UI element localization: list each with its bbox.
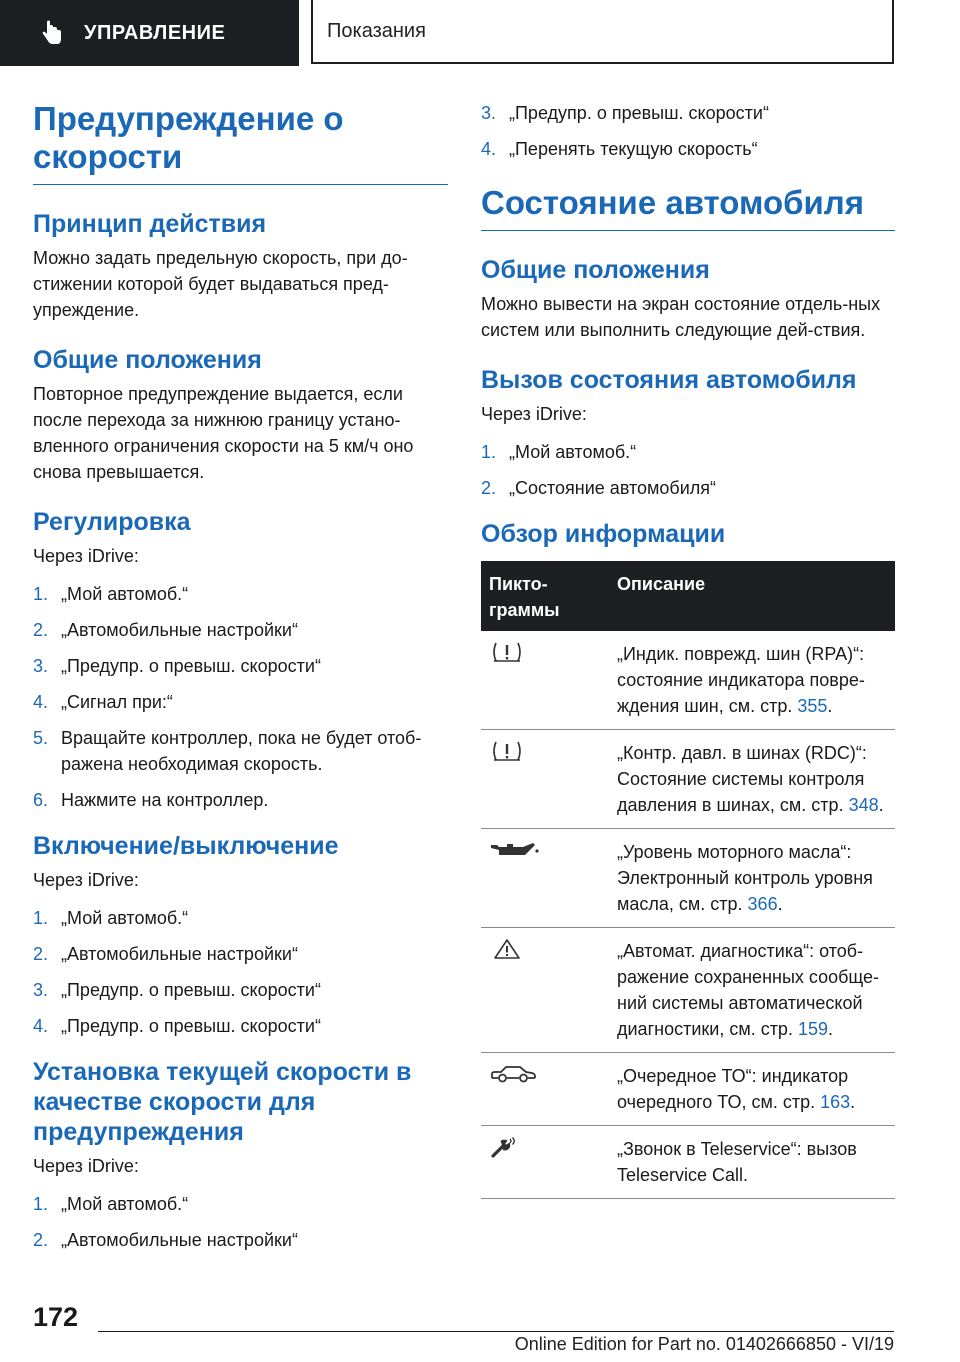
chapter-title: Состояние автомобиля <box>481 184 865 221</box>
steps-list <box>33 905 448 1039</box>
chapter-title: Предупреждение о скорости <box>33 100 344 175</box>
left-column <box>33 100 448 1271</box>
tire-pressure-icon <box>489 740 525 762</box>
section-heading: Общие положения <box>481 256 710 284</box>
paragraph: Через iDrive: <box>33 546 139 566</box>
table-row: „Уровень моторного масла“: Электронный контроль уровня масла, см. стр. 366. <box>481 829 895 928</box>
footer-divider <box>98 1331 894 1332</box>
page-number: 172 <box>33 1302 79 1332</box>
edition-note: Online Edition for Part no. 01402666850 - VI/19 <box>514 1334 894 1354</box>
list-item: 4. „Перенять текущую скорость“ <box>481 139 758 159</box>
paragraph: Через iDrive: <box>481 404 587 424</box>
list-item: 3. „Предупр. о превыш. скорости“ <box>33 656 321 676</box>
page-ref-link[interactable]: 159 <box>797 1019 828 1039</box>
section-heading: Принцип действия <box>33 210 267 238</box>
table-row: „Индик. поврежд. шин (RPA)“: состояние индикатора повре-ждения шин, см. стр. 355. <box>481 631 895 730</box>
right-column <box>481 100 895 1199</box>
list-item: 3. „Предупр. о превыш. скорости“ <box>481 103 769 123</box>
tire-warning-icon <box>489 641 525 663</box>
list-item: 1. „Мой автомоб.“ <box>481 442 637 462</box>
subsection-box <box>311 0 894 64</box>
subsection-label: Показания <box>327 19 426 42</box>
car-service-icon <box>489 1063 537 1085</box>
wrench-call-icon <box>489 1136 525 1160</box>
table-header-row <box>481 561 895 631</box>
list-item: 1. „Мой автомоб.“ <box>33 908 189 928</box>
info-table <box>481 561 895 1199</box>
list-item: 4. „Предупр. о превыш. скорости“ <box>33 1016 321 1036</box>
column-header: Пикто-граммы <box>481 561 609 631</box>
page-ref-link[interactable]: 366 <box>747 894 778 914</box>
section-heading: Общие положения <box>33 346 262 374</box>
list-item: 6. Нажмите на контроллер. <box>33 790 269 810</box>
table-row: „Звонок в Teleservice“: вызов Teleservice Call. <box>481 1126 895 1199</box>
title-divider <box>33 184 448 185</box>
steps-list <box>33 1191 448 1253</box>
list-item: 5. Вращайте контроллер, пока не будет отоб-ражена необходимая скорость. <box>33 728 422 774</box>
page-ref-link[interactable]: 355 <box>797 696 828 716</box>
section-heading: Регулировка <box>33 508 191 536</box>
table-row: „Контр. давл. в шинах (RDC)“: Состояние системы контроля давления в шинах, см. стр. 348. <box>481 730 895 829</box>
paragraph: Повторное предупреждение выдается, если после перехода за нижнюю границу устано-вленного ограничения скорости на 5 км/ч оно снова превышается. <box>33 384 414 482</box>
section-heading: Вызов состояния автомобиля <box>481 366 857 394</box>
section-heading: Включение/выключение <box>33 832 339 860</box>
page-ref-link[interactable]: 348 <box>848 795 879 815</box>
warning-triangle-icon <box>489 938 525 960</box>
list-item: 2. „Автомобильные настройки“ <box>33 1230 298 1250</box>
column-header: Описание <box>609 561 895 631</box>
table-row: „Очередное ТО“: индикатор очередного ТО, см. стр. 163. <box>481 1053 895 1126</box>
section-tab <box>0 0 299 66</box>
section-heading: Обзор информации <box>481 520 726 548</box>
table-row: „Автомат. диагностика“: отоб-ражение сохраненных сообще-ний системы автоматической диагностики, см. стр. 159. <box>481 928 895 1053</box>
steps-list <box>481 439 895 501</box>
list-item: 2. „Состояние автомобиля“ <box>481 478 717 498</box>
list-item: 4. „Сигнал при:“ <box>33 692 173 712</box>
hand-pointer-icon <box>38 19 66 47</box>
page-ref-link[interactable]: 163 <box>820 1092 851 1112</box>
steps-list <box>33 581 448 813</box>
title-divider <box>481 230 895 231</box>
section-heading: Установка текущей скорости в качестве скорости для предупреждения <box>33 1058 412 1146</box>
oil-can-icon <box>489 839 541 861</box>
paragraph: Через iDrive: <box>33 1156 139 1176</box>
paragraph: Через iDrive: <box>33 870 139 890</box>
steps-list-continued <box>481 100 895 162</box>
list-item: 1. „Мой автомоб.“ <box>33 1194 189 1214</box>
page-header <box>0 0 960 66</box>
paragraph: Можно задать предельную скорость, при до-стижении которой будет выдаваться пред-упреждение. <box>33 248 408 320</box>
list-item: 1. „Мой автомоб.“ <box>33 584 189 604</box>
section-label: УПРАВЛЕНИЕ <box>84 21 226 44</box>
list-item: 3. „Предупр. о превыш. скорости“ <box>33 980 321 1000</box>
list-item: 2. „Автомобильные настройки“ <box>33 944 298 964</box>
list-item: 2. „Автомобильные настройки“ <box>33 620 298 640</box>
paragraph: Можно вывести на экран состояние отдель-ных систем или выполнить следующие дей-ствия. <box>481 294 881 340</box>
